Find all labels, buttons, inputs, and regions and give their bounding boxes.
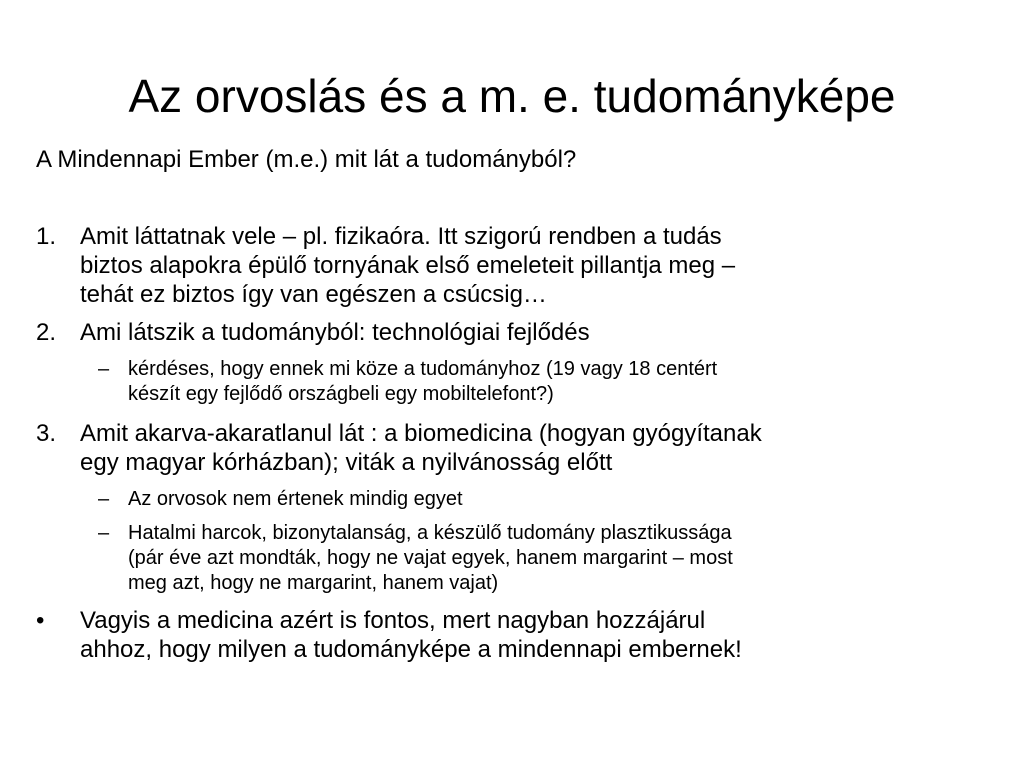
sub-item-3-1 bbox=[98, 487, 463, 512]
sub-item-2-1 bbox=[98, 357, 717, 407]
list-item-conclusion-line: ahhoz, hogy milyen a tudományképe a mindennapi embernek! bbox=[80, 636, 742, 663]
list-item-1-text bbox=[80, 222, 735, 309]
sub-item-3-1-dash: – bbox=[98, 488, 110, 510]
sub-item-3-2 bbox=[98, 521, 733, 596]
list-item-2 bbox=[36, 318, 590, 347]
sub-item-line: készít egy fejlődő országbeli egy mobiltelefont?) bbox=[128, 383, 554, 405]
list-item-3-line: Amit akarva-akaratlanul lát : a biomedicina (hogyan gyógyítanak bbox=[80, 420, 762, 447]
list-item-conclusion-line: Vagyis a medicina azért is fontos, mert nagyban hozzájárul bbox=[80, 607, 706, 634]
list-item-1-line: Amit láttatnak vele – pl. fizikaóra. Itt szigorú rendben a tudás bbox=[80, 223, 722, 250]
list-item-1-line: tehát ez biztos így van egészen a csúcsig… bbox=[80, 281, 547, 308]
list-item-1 bbox=[36, 222, 735, 309]
sub-item-2-1-text bbox=[128, 357, 717, 407]
list-item-1-number: 1. bbox=[36, 223, 57, 250]
sub-item-2-1-dash: – bbox=[98, 358, 110, 380]
list-item-3 bbox=[36, 419, 762, 477]
list-item-2-text bbox=[80, 318, 590, 347]
sub-item-3-2-dash: – bbox=[98, 522, 110, 544]
sub-item-3-2-text bbox=[128, 521, 733, 596]
intro-text: A Mindennapi Ember (m.e.) mit lát a tudományból? bbox=[36, 146, 577, 173]
sub-item-line: Hatalmi harcok, bizonytalanság, a készülő tudomány plasztikussága bbox=[128, 522, 732, 544]
list-item-3-number: 3. bbox=[36, 420, 57, 447]
sub-item-line: kérdéses, hogy ennek mi köze a tudományhoz (19 vagy 18 centért bbox=[128, 358, 718, 380]
sub-item-line: Az orvosok nem értenek mindig egyet bbox=[128, 488, 463, 510]
list-item-conclusion bbox=[36, 606, 742, 664]
sub-item-line: (pár éve azt mondták, hogy ne vajat egyek, hanem margarint – most bbox=[128, 547, 733, 569]
list-item-2-line: Ami látszik a tudományból: technológiai fejlődés bbox=[80, 319, 590, 346]
list-item-2-number: 2. bbox=[36, 319, 57, 346]
slide-title: Az orvoslás és a m. e. tudományképe bbox=[128, 70, 896, 122]
sub-item-line: meg azt, hogy ne margarint, hanem vajat) bbox=[128, 572, 499, 594]
list-item-1-line: biztos alapokra épülő tornyának első emeleteit pillantja meg – bbox=[80, 252, 736, 279]
list-item-3-text bbox=[80, 419, 762, 477]
list-item-3-line: egy magyar kórházban); viták a nyilvánosság előtt bbox=[80, 449, 613, 476]
list-item-conclusion-text bbox=[80, 606, 742, 664]
sub-item-3-1-text bbox=[128, 487, 463, 512]
bullet-icon: • bbox=[36, 607, 45, 634]
